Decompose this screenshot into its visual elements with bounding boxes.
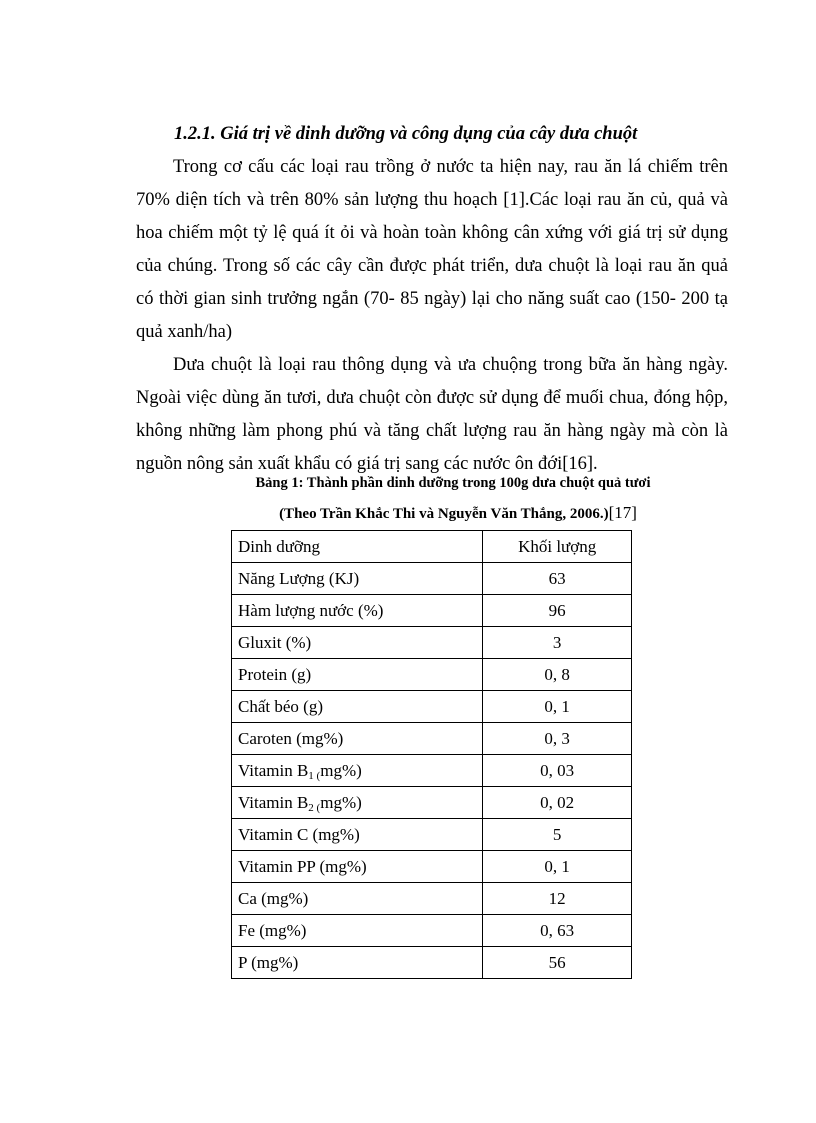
nutrient-name-text: Vitamin B [238,792,309,812]
nutrient-name: Fe (mg%) [232,915,483,947]
table-row [232,723,632,755]
table-source [50,503,816,523]
nutrient-value: 56 [483,947,632,979]
nutrient-name-unit: mg%) [320,760,362,780]
nutrient-name: Hàm lượng nước (%) [232,595,483,627]
table-row [232,563,632,595]
nutrient-value: 12 [483,883,632,915]
nutrient-value: 96 [483,595,632,627]
nutrient-value: 0, 1 [483,851,632,883]
table-source-text: (Theo Trần Khắc Thi và Nguyễn Văn Thắng, 2006.) [279,506,609,522]
nutrient-name: Protein (g) [232,659,483,691]
nutrient-value: 0, 8 [483,659,632,691]
table-source-ref: [17] [608,503,637,522]
nutrient-name: Vitamin C (mg%) [232,819,483,851]
nutrient-name-text: Vitamin B [238,760,309,780]
nutrient-value: 3 [483,627,632,659]
paragraph-2: Dưa chuột là loại rau thông dụng và ưa chuộng trong bữa ăn hàng ngày. Ngoài việc dùng ăn tươi, dưa chuột còn được sử dụng để muối chua, đóng hộp, không những làm phong phú và tăng chất lượng rau ăn hàng ngày mà còn là nguồn nông sản xuất khẩu có giá trị sang các nước ôn đới[16]. [136,355,728,474]
nutrient-name-unit: mg%) [320,792,362,812]
nutrient-value: 0, 63 [483,915,632,947]
nutrient-name [232,755,483,787]
table-row [232,595,632,627]
nutrient-value: 0, 3 [483,723,632,755]
table-row [232,883,632,915]
table-caption: Bảng 1: Thành phần dinh dưỡng trong 100g dưa chuột quả tươi [255,475,651,491]
nutrient-name: Chất béo (g) [232,691,483,723]
paragraph-1: Trong cơ cấu các loại rau trồng ở nước ta hiện nay, rau ăn lá chiếm trên 70% diện tích và trên 80% sản lượng thu hoạch [1].Các loại rau ăn củ, quả và hoa chiếm một tỷ lệ quá ít ỏi và hoàn toàn không cân xứng với giá trị sử dụng của chúng. Trong số các cây cần được phát triển, dưa chuột là loại rau ăn quả có thời gian sinh trưởng ngắn (70- 85 ngày) lại cho năng suất cao (150- 200 tạ quả xanh/ha) [136,157,728,342]
nutrient-name: Năng Lượng (KJ) [232,563,483,595]
table-row [232,819,632,851]
header-amount: Khối lượng [483,531,632,563]
section-heading: 1.2.1. Giá trị về dinh dưỡng và công dụng của cây dưa chuột [174,124,638,144]
nutrient-name: Gluxit (%) [232,627,483,659]
table-row [232,947,632,979]
nutrient-name: Caroten (mg%) [232,723,483,755]
nutrient-value: 0, 1 [483,691,632,723]
nutrient-name: P (mg%) [232,947,483,979]
nutrition-table [231,530,632,979]
nutrient-subscript: 1 ( [308,769,321,782]
nutrient-value: 63 [483,563,632,595]
nutrient-name [232,787,483,819]
nutrient-value: 0, 03 [483,755,632,787]
nutrient-subscript: 2 ( [308,801,321,814]
table-row [232,659,632,691]
table-row [232,755,632,787]
nutrient-name: Vitamin PP (mg%) [232,851,483,883]
header-nutrient: Dinh dưỡng [232,531,483,563]
nutrient-value: 5 [483,819,632,851]
table-row [232,787,632,819]
table-row [232,915,632,947]
table-row [232,851,632,883]
table-row [232,691,632,723]
table-row [232,627,632,659]
nutrient-value: 0, 02 [483,787,632,819]
table-header-row [232,531,632,563]
nutrient-name: Ca (mg%) [232,883,483,915]
